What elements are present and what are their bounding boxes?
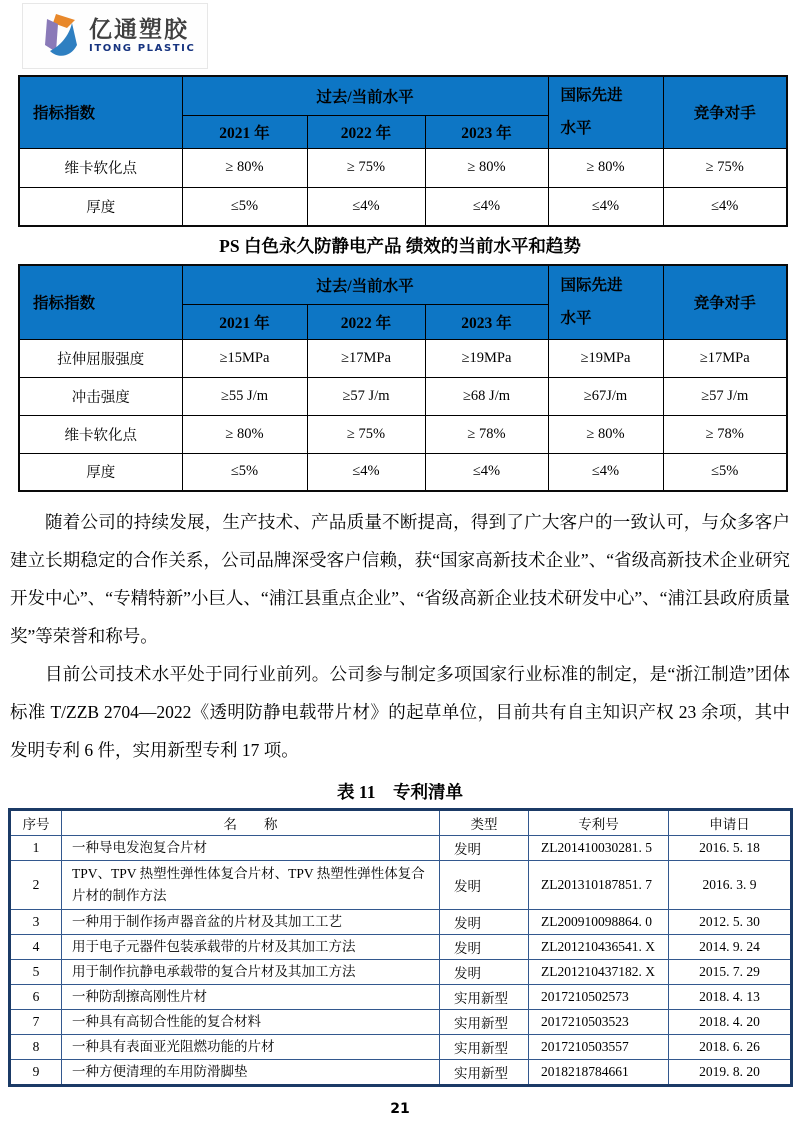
patent-name: 用于制作抗静电承载带的复合片材及其加工方法	[62, 960, 440, 985]
paragraph-technology-level: 目前公司技术水平处于同行业前列。公司参与制定多项国家行业标准的制定，是“浙江制造”团体标准 T/ZZB 2704—2022《透明防静电载带片材》的起草单位，目前共有自主知识产权 23 余项，其中发明专利 6 件，实用新型专利 17 项。	[10, 664, 790, 760]
patent-header-name: 名 称	[62, 810, 440, 836]
patent-header-index: 序号	[10, 810, 62, 836]
patent-row	[10, 935, 792, 960]
patent-header-type: 类型	[440, 810, 529, 836]
patent-table-caption: 表 11 专利清单	[337, 782, 463, 802]
patent-name: 一种导电发泡复合片材	[62, 836, 440, 861]
t2-header-international	[548, 265, 663, 339]
t1-r0-c3: ≥ 80%	[425, 148, 548, 187]
t1-r0-c4: ≥ 80%	[548, 148, 663, 187]
page-number: 21	[390, 1101, 410, 1117]
patent-number: 2017210503557	[529, 1035, 669, 1060]
patent-number: 2017210503523	[529, 1010, 669, 1035]
patent-type: 实用新型	[440, 1010, 529, 1035]
t1-r0-label: 维卡软化点	[19, 148, 182, 187]
t2-r0-c4: ≥19MPa	[548, 339, 663, 377]
logo-mark-icon	[44, 13, 80, 59]
patent-index: 5	[10, 960, 62, 985]
body-text	[10, 503, 790, 769]
t2-r2-c2: ≥ 75%	[307, 415, 425, 453]
t2-r1-c5: ≥57 J/m	[663, 377, 787, 415]
patent-name: 一种防刮擦高刚性片材	[62, 985, 440, 1010]
t1-r0-c2: ≥ 75%	[307, 148, 425, 187]
table-row	[19, 339, 787, 377]
logo-company-name: 亿通塑胶	[89, 17, 189, 44]
t1-r0-c5: ≥ 75%	[663, 148, 787, 187]
table-row	[19, 187, 787, 226]
performance-table-2	[18, 264, 788, 492]
t2-r0-c2: ≥17MPa	[307, 339, 425, 377]
patent-name: TPV、TPV 热塑性弹性体复合片材、TPV 热塑性弹性体复合片材的制作方法	[62, 861, 440, 910]
performance-table-1	[18, 75, 788, 227]
t2-r1-c3: ≥68 J/m	[425, 377, 548, 415]
t2-header-year-2021: 2021 年	[182, 304, 307, 339]
patent-date: 2012. 5. 30	[669, 910, 792, 935]
t2-header-competitor: 竞争对手	[663, 265, 787, 339]
patent-header-row	[10, 810, 792, 836]
table-row	[19, 148, 787, 187]
patent-type: 发明	[440, 960, 529, 985]
t1-intl-line1: 国际先进	[560, 87, 623, 105]
patent-row	[10, 836, 792, 861]
t2-header-indicator: 指标指数	[19, 265, 182, 339]
t2-header-year-2022: 2022 年	[307, 304, 425, 339]
t2-r1-label: 冲击强度	[19, 377, 182, 415]
t2-r1-c4: ≥67J/m	[548, 377, 663, 415]
patent-date: 2016. 3. 9	[669, 861, 792, 910]
patent-type: 实用新型	[440, 1060, 529, 1086]
patent-number: ZL201210436541. X	[529, 935, 669, 960]
patent-type: 实用新型	[440, 1035, 529, 1060]
t2-r0-c3: ≥19MPa	[425, 339, 548, 377]
patent-date: 2016. 5. 18	[669, 836, 792, 861]
patent-index: 7	[10, 1010, 62, 1035]
t2-r3-c4: ≤4%	[548, 453, 663, 491]
patent-row	[10, 985, 792, 1010]
t1-header-past-current: 过去/当前水平	[182, 76, 548, 115]
t2-r0-c5: ≥17MPa	[663, 339, 787, 377]
patent-name: 用于电子元器件包装承载带的片材及其加工方法	[62, 935, 440, 960]
patent-number: 2018218784661	[529, 1060, 669, 1086]
patent-type: 发明	[440, 861, 529, 910]
patent-index: 9	[10, 1060, 62, 1086]
patent-list-table	[8, 808, 793, 1087]
t1-r1-label: 厚度	[19, 187, 182, 226]
patent-date: 2015. 7. 29	[669, 960, 792, 985]
t2-r2-label: 维卡软化点	[19, 415, 182, 453]
patent-row	[10, 1010, 792, 1035]
t2-r0-label: 拉伸屈服强度	[19, 339, 182, 377]
patent-name: 一种具有高韧合性能的复合材料	[62, 1010, 440, 1035]
t2-r3-c1: ≤5%	[182, 453, 307, 491]
t1-header-indicator: 指标指数	[19, 76, 182, 148]
t2-r1-c1: ≥55 J/m	[182, 377, 307, 415]
patent-name: 一种方便清理的车用防滑脚垫	[62, 1060, 440, 1086]
t2-r3-c5: ≤5%	[663, 453, 787, 491]
t1-r0-c1: ≥ 80%	[182, 148, 307, 187]
patent-header-date: 申请日	[669, 810, 792, 836]
t1-header-competitor: 竞争对手	[663, 76, 787, 148]
t2-r1-c2: ≥57 J/m	[307, 377, 425, 415]
patent-header-number: 专利号	[529, 810, 669, 836]
patent-date: 2018. 4. 13	[669, 985, 792, 1010]
t1-header-year-2023: 2023 年	[425, 115, 548, 148]
patent-number: ZL200910098864. 0	[529, 910, 669, 935]
company-logo	[22, 3, 208, 69]
t2-intl-line2: 水平	[560, 310, 592, 328]
patent-type: 发明	[440, 935, 529, 960]
patent-index: 8	[10, 1035, 62, 1060]
patent-index: 4	[10, 935, 62, 960]
t2-r0-c1: ≥15MPa	[182, 339, 307, 377]
t1-r1-c1: ≤5%	[182, 187, 307, 226]
t1-r1-c5: ≤4%	[663, 187, 787, 226]
t1-intl-line2: 水平	[560, 120, 592, 138]
patent-index: 6	[10, 985, 62, 1010]
patent-type: 发明	[440, 910, 529, 935]
t2-r2-c3: ≥ 78%	[425, 415, 548, 453]
t1-r1-c3: ≤4%	[425, 187, 548, 226]
patent-date: 2018. 6. 26	[669, 1035, 792, 1060]
t2-r2-c1: ≥ 80%	[182, 415, 307, 453]
t2-r3-label: 厚度	[19, 453, 182, 491]
patent-number: ZL201210437182. X	[529, 960, 669, 985]
t2-r3-c2: ≤4%	[307, 453, 425, 491]
patent-row	[10, 910, 792, 935]
patent-name: 一种具有表面亚光阻燃功能的片材	[62, 1035, 440, 1060]
t2-intl-line1: 国际先进	[560, 277, 623, 295]
t2-r2-c5: ≥ 78%	[663, 415, 787, 453]
t1-header-year-2021: 2021 年	[182, 115, 307, 148]
table-row	[19, 453, 787, 491]
table-row	[19, 415, 787, 453]
patent-row	[10, 861, 792, 910]
t1-r1-c2: ≤4%	[307, 187, 425, 226]
patent-number: 2017210502573	[529, 985, 669, 1010]
t2-r3-c3: ≤4%	[425, 453, 548, 491]
patent-row	[10, 960, 792, 985]
paragraph-company-honors: 随着公司的持续发展，生产技术、产品质量不断提高，得到了广大客户的一致认可，与众多客户建立长期稳定的合作关系，公司品牌深受客户信赖，获“国家高新技术企业”、“省级高新技术企业研究开发中心”、“专精特新”小巨人、“浦江县重点企业”、“省级高新企业技术研发中心”、“浦江县政府质量奖”等荣誉和称号。	[10, 512, 790, 646]
patent-date: 2018. 4. 20	[669, 1010, 792, 1035]
patent-row	[10, 1035, 792, 1060]
t1-header-international	[548, 76, 663, 148]
patent-number: ZL201310187851. 7	[529, 861, 669, 910]
t2-header-past-current: 过去/当前水平	[182, 265, 548, 304]
t2-header-year-2023: 2023 年	[425, 304, 548, 339]
patent-index: 1	[10, 836, 62, 861]
t1-r1-c4: ≤4%	[548, 187, 663, 226]
logo-text	[89, 17, 195, 55]
t1-header-year-2022: 2022 年	[307, 115, 425, 148]
patent-row	[10, 1060, 792, 1086]
patent-type: 发明	[440, 836, 529, 861]
patent-name: 一种用于制作扬声器音盆的片材及其加工工艺	[62, 910, 440, 935]
patent-index: 2	[10, 861, 62, 910]
patent-number: ZL201410030281. 5	[529, 836, 669, 861]
patent-date: 2014. 9. 24	[669, 935, 792, 960]
patent-type: 实用新型	[440, 985, 529, 1010]
patent-date: 2019. 8. 20	[669, 1060, 792, 1086]
table-row	[19, 377, 787, 415]
logo-company-name-en: ITONG PLASTIC	[89, 43, 196, 55]
t2-r2-c4: ≥ 80%	[548, 415, 663, 453]
patent-index: 3	[10, 910, 62, 935]
table2-caption: PS 白色永久防静电产品 绩效的当前水平和趋势	[219, 236, 581, 256]
